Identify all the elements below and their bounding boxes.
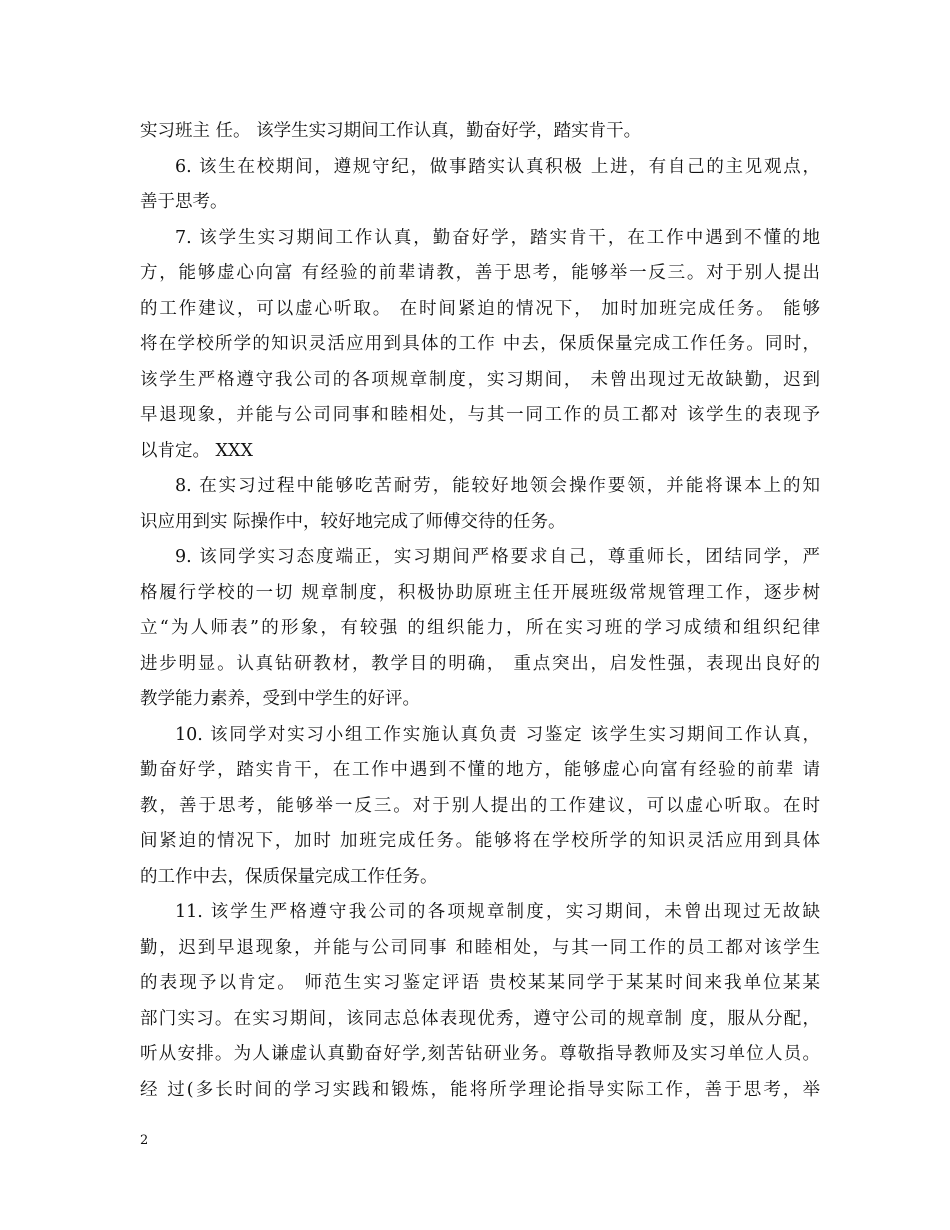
text-line: 早退现象，并能与公司同事和睦相处，与其一同工作的员工都对 该学生的表现予 <box>140 405 820 425</box>
text-line: 将在学校所学的知识灵活应用到具体的工作 中去，保质保量完成工作任务。同时， <box>140 334 820 354</box>
text-line: 勤，迟到早退现象，并能与公司同事 和睦相处，与其一同工作的员工都对该学生 <box>140 937 820 958</box>
text-line: 勤奋好学，踏实肯干，在工作中遇到不懂的地方，能够虚心向富有经验的前辈 请 <box>140 760 820 780</box>
text-line: 8. 在实习过程中能够吃苦耐劳，能较好地领会操作要领，并能将课本上的知 <box>175 476 820 496</box>
page-number: 2 <box>140 1133 149 1148</box>
text-line: 方，能够虚心向富 有经验的前辈请教，善于思考，能够举一反三。对于别人提出 <box>140 263 820 283</box>
text-line: 该学生严格遵守我公司的各项规章制度，实习期间， 未曾出现过无故缺勤，迟到 <box>140 369 820 390</box>
text-line: 经 过(多长时间的学习实践和锻炼，能将所学理论指导实际工作，善于思考，举 <box>140 1079 820 1100</box>
text-line: 的工作中去，保质保量完成工作任务。 <box>140 866 438 887</box>
text-line: 的表现予以肯定。 师范生实习鉴定评语 贵校某某同学于某某时间来我单位某某 <box>140 973 820 993</box>
body-text <box>140 114 820 1108</box>
text-line: 间紧迫的情况下，加时 加班完成任务。能够将在学校所学的知识灵活应用到具体 <box>140 831 820 851</box>
text-line: 格履行学校的一切 规章制度，积极协助原班主任开展班级常规管理工作，逐步树 <box>140 582 820 603</box>
text-line: 教，善于思考，能够举一反三。对于别人提出的工作建议，可以虚心听取。在时 <box>140 795 820 816</box>
text-line: 进步明显。认真钻研教材，教学目的明确， 重点突出，启发性强，表现出良好的 <box>140 653 820 674</box>
text-line: 部门实习。在实习期间，该同志总体表现优秀，遵守公司的规章制 度，服从分配， <box>140 1008 820 1029</box>
text-line: 识应用到实 际操作中，较好地完成了师傅交待的任务。 <box>140 511 566 532</box>
text-line: 立“为人师表”的形象，有较强 的组织能力，所在实习班的学习成绩和组织纪律 <box>140 618 820 638</box>
text-line: 10. 该同学对实习小组工作实施认真负责 习鉴定 该学生实习期间工作认真， <box>175 724 820 745</box>
text-line: 6. 该生在校期间，遵规守纪，做事踏实认真积极 上进，有自己的主见观点， <box>175 156 820 177</box>
text-line: 教学能力素养，受到中学生的好评。 <box>140 689 420 709</box>
text-line: 的工作建议，可以虚心听取。 在时间紧迫的情况下， 加时加班完成任务。 能够 <box>140 298 820 319</box>
text-line: 9. 该同学实习态度端正，实习期间严格要求自己，尊重师长，团结同学，严 <box>175 547 820 567</box>
text-line: 11. 该学生严格遵守我公司的各项规章制度，实习期间，未曾出现过无故缺 <box>175 902 820 922</box>
text-line: 以肯定。 XXX <box>140 440 253 461</box>
text-line: 善于思考。 <box>140 192 228 212</box>
text-line: 7. 该学生实习期间工作认真，勤奋好学，踏实肯干，在工作中遇到不懂的地 <box>175 227 820 248</box>
text-line: 听从安排。为人谦虚认真勤奋好学,刻苦钻研业务。尊敬指导教师及实习单位人员。 <box>140 1044 820 1064</box>
text-line: 实习班主 任。 该学生实习期间工作认真，勤奋好学，踏实肯干。 <box>140 121 642 141</box>
